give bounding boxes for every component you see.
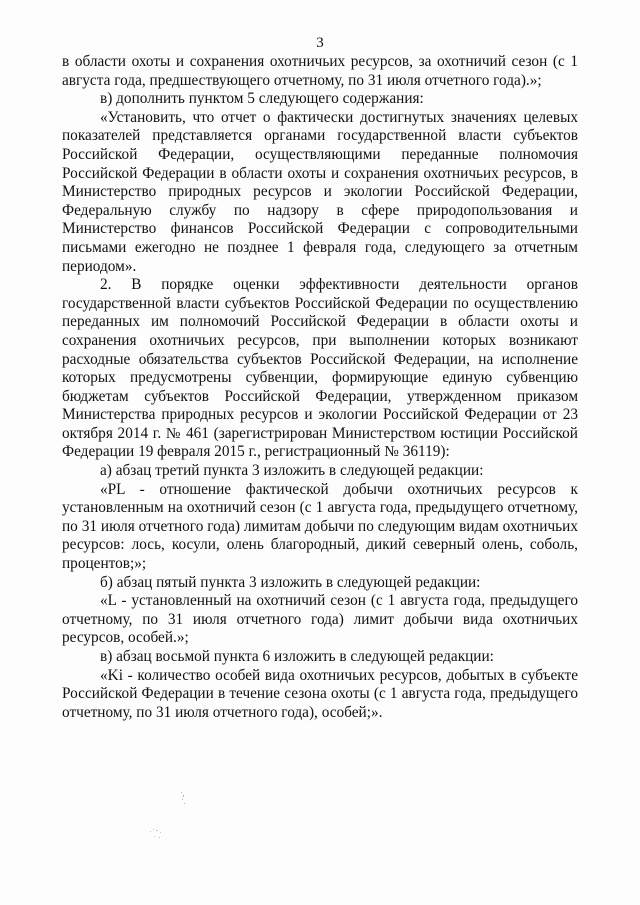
paragraph: «Ki - количество особей вида охотничьих ресурсов, добытых в субъекте Российской Федерации в течение сезона охоты (с 1 августа года, предыдущего отчетному, по 31 июля отчетного года), особей;». xyxy=(62,666,578,721)
scan-speck-cluster-1 xyxy=(181,792,185,804)
scan-speck-cluster-2 xyxy=(150,829,161,838)
paragraph: «Установить, что отчет о фактически достигнутых значениях целевых показателей представляется органами государственной власти субъектов Российской Федерации, осуществляющими переданные полномочия Российской Федерации в области охоты и сохранения охотничьих ресурсов, в Министерство природных ресурсов и экологии Российской Федерации, Федеральную службу по надзору в сфере природопользования и Министерство финансов Российской Федерации с сопроводительными письмами ежегодно не позднее 1 февраля года, следующего за отчетным периодом». xyxy=(62,108,578,275)
paragraph: в) дополнить пунктом 5 следующего содержания: xyxy=(100,90,424,108)
paragraph: «L - установленный на охотничий сезон (с 1 августа года, предыдущего отчетному, по 31 июля отчетного года) лимит добычи вида охотничьих ресурсов, особей.»; xyxy=(62,592,578,647)
page-number: 3 xyxy=(316,35,324,51)
paragraph: в) абзац восьмой пункта 6 изложить в следующей редакции: xyxy=(100,648,494,665)
paragraph: в области охоты и сохранения охотничьих ресурсов, за охотничий сезон (с 1 августа года, предшествующего отчетному, по 31 июля отчетного года).»; xyxy=(62,53,578,89)
paragraph: а) абзац третий пункта 3 изложить в следующей редакции: xyxy=(100,462,484,480)
paragraph: 2. В порядке оценки эффективности деятельности органов государственной власти субъектов Российской Федерации по осуществлению переданных им полномочий Российской Федерации в области охоты и сохранения охотничьих ресурсов, при выполнении которых возникают расходные обязательства субъектов Российской Федерации, на исполнение которых предусмотрены субвенции, формирующие единую субвенцию бюджетам субъектов Российской Федерации, утвержденном приказом Министерства природных ресурсов и экологии Российской Федерации от 23 октября 2014 г. № 461 (зарегистрирован Министерством юстиции Российской Федерации 19 февраля 2015 г., регистрационный № 36119): xyxy=(62,276,578,461)
paragraph: б) абзац пятый пункта 3 изложить в следующей редакции: xyxy=(100,573,481,591)
paragraph: «PL - отношение фактической добычи охотничьих ресурсов к установленным на охотничий сезон (с 1 августа года, предыдущего отчетному, по 31 июля отчетного года) лимитам добычи по следующим видам охотничьих ресурсов: лось, косули, олень благородный, дикий северный олень, соболь, процентов;»; xyxy=(62,480,578,573)
